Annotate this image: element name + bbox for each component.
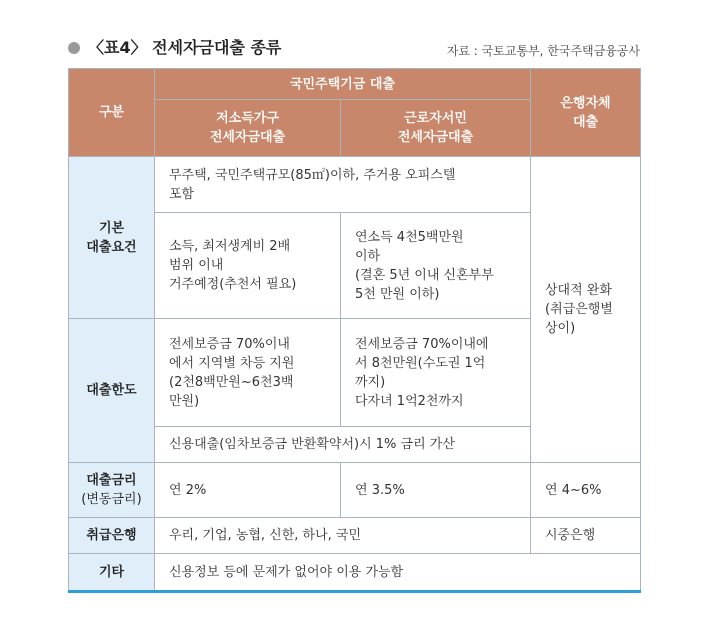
etc-value: 신용정보 등에 문제가 없어야 이용 가능함 (155, 554, 641, 592)
title-row (68, 36, 640, 62)
rate-low-income: 연 2% (155, 463, 341, 518)
rate-worker: 연 3.5% (341, 463, 531, 518)
row-label-rate: 대출금리 (변동금리) (69, 463, 155, 518)
row-label-banks: 취급은행 (69, 518, 155, 554)
header-category: 구분 (69, 69, 155, 157)
limit-common: 신용대출(임차보증금 반환확약서)시 1% 금리 가산 (155, 427, 531, 463)
header-low-income: 저소득가구 전세자금대출 (155, 100, 341, 157)
requirements-low-income: 소득, 최저생계비 2배 범위 이내 거주예정(추천서 필요) (155, 213, 341, 319)
header-bank-own: 은행자체 대출 (531, 69, 641, 157)
bank-requirements: 상대적 완화 (취급은행별 상이) (531, 157, 641, 463)
limit-worker: 전세보증금 70%이내에 서 8천만원(수도권 1억 까지) 다자녀 1억2천까지 (341, 319, 531, 427)
table-title: 〈표4〉 전세자금대출 종류 (88, 38, 282, 57)
limit-low-income: 전세보증금 70%이내 에서 지역별 차등 지원 (2천8백만원~6천3백 만원) (155, 319, 341, 427)
requirements-common: 무주택, 국민주택규모(85㎡)이하, 주거용 오피스텔 포함 (155, 157, 531, 213)
banks-bank: 시중은행 (531, 518, 641, 554)
row-label-requirements: 기본 대출요건 (69, 157, 155, 319)
row-label-etc: 기타 (69, 554, 155, 592)
source-note: 자료 : 국토교통부, 한국주택금융공사 (446, 44, 640, 58)
requirements-worker: 연소득 4천5백만원 이하 (결혼 5년 이내 신혼부부 5천 만원 이하) (341, 213, 531, 319)
row-label-limit: 대출한도 (69, 319, 155, 463)
loan-types-table (68, 68, 641, 593)
bullet-icon (68, 42, 80, 54)
header-worker: 근로자서민 전세자금대출 (341, 100, 531, 157)
header-fund-loan: 국민주택기금 대출 (155, 69, 531, 100)
banks-fund: 우리, 기업, 농협, 신한, 하나, 국민 (155, 518, 531, 554)
rate-bank: 연 4~6% (531, 463, 641, 518)
